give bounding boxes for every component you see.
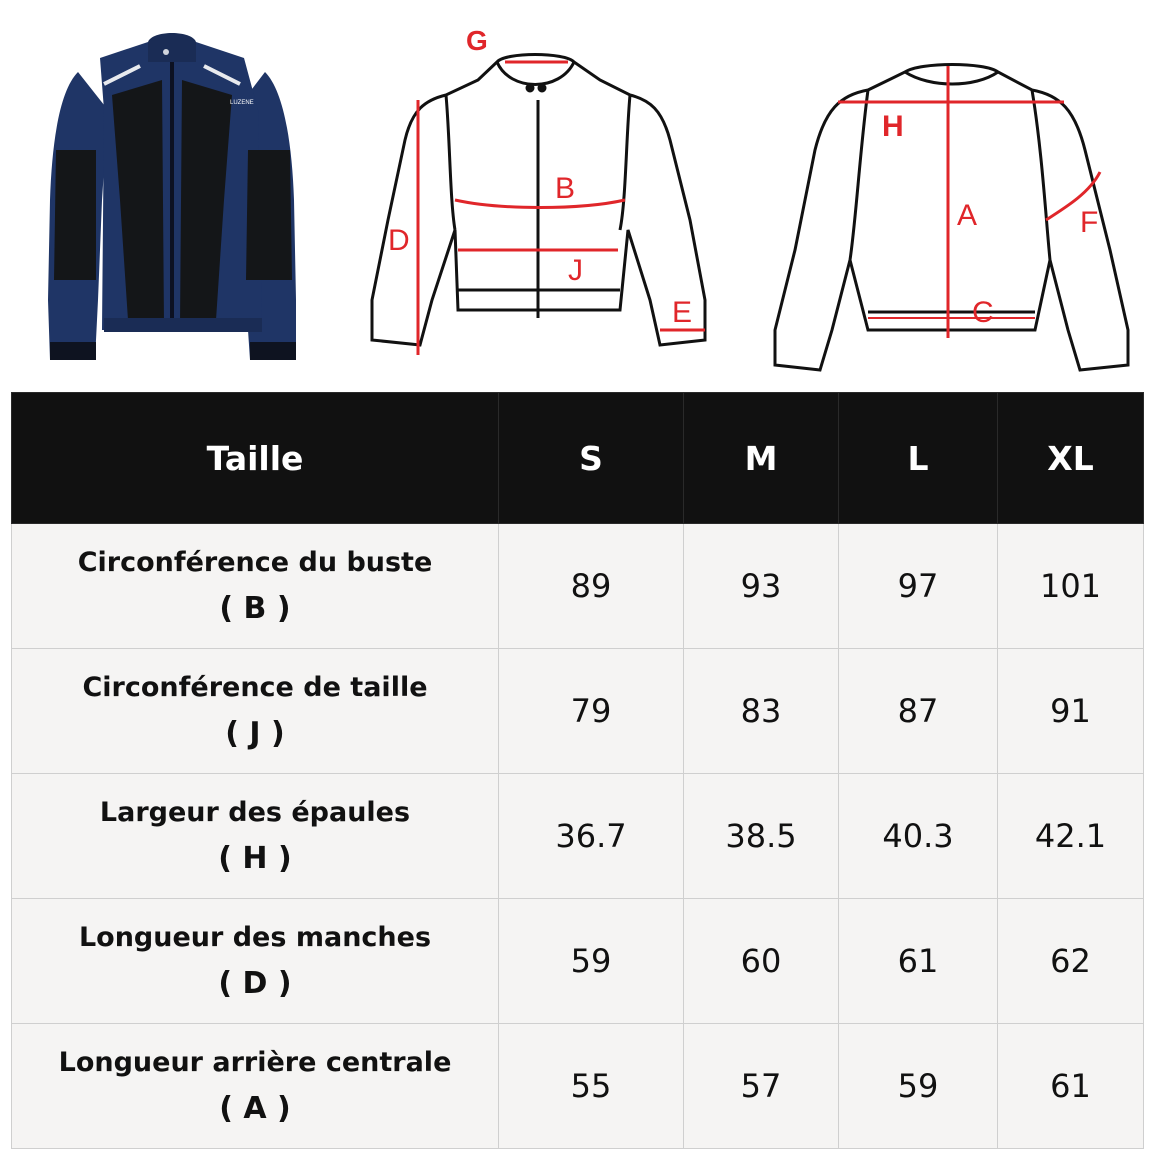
label-d: D [388,224,410,257]
table-cell: 40.3 [839,774,998,899]
front-diagram [372,55,705,346]
measure-name: Longueur arrière centrale [58,1047,452,1078]
measure-code: ( B ) [219,591,291,626]
label-e: E [672,296,693,329]
measure-name: Largeur des épaules [99,797,411,828]
label-c: C [972,296,994,329]
table-cell: 38.5 [684,774,839,899]
row-label [12,524,499,649]
table-cell: 36.7 [499,774,684,899]
back-collar-line [905,72,998,84]
label-g: G [466,25,488,56]
header-size-label: Taille [12,393,499,524]
right-cuff [250,342,296,360]
table-cell: 42.1 [998,774,1144,899]
table-cell: 60 [684,899,839,1024]
table-cell: 55 [499,1024,684,1149]
front-snap-right [539,85,545,91]
header-size-l: L [839,393,998,524]
row-label [12,649,499,774]
measure-code: ( A ) [219,1091,291,1126]
table-cell: 89 [499,524,684,649]
table-cell: 59 [839,1024,998,1149]
table-row [12,649,1144,774]
table-cell: 93 [684,524,839,649]
front-left-seam [446,95,455,230]
back-right-seam [1032,90,1050,260]
table-cell: 61 [839,899,998,1024]
label-b: B [555,172,576,205]
measure-code: ( H ) [218,841,292,876]
table-cell: 59 [499,899,684,1024]
front-right-seam [620,95,630,230]
measure-b-line [455,200,625,208]
label-a: A [957,199,978,232]
measure-name: Circonférence de taille [82,672,428,703]
table-row [12,774,1144,899]
row-label [12,899,499,1024]
front-snap-left [527,85,533,91]
zipper [170,62,174,330]
back-outline [775,65,1128,371]
table-cell: 57 [684,1024,839,1149]
measure-name: Longueur des manches [78,922,432,953]
back-diagram [775,65,1128,371]
label-h: H [882,110,904,143]
left-sleeve-mesh [54,150,96,280]
header-size-xl: XL [998,393,1144,524]
jacket-illustrations [0,0,1156,388]
table-cell: 61 [998,1024,1144,1149]
table-header-row [12,393,1144,524]
measure-code: ( D ) [218,966,292,1001]
left-cuff [50,342,96,360]
table-cell: 79 [499,649,684,774]
table-row [12,1024,1144,1149]
table-cell: 91 [998,649,1144,774]
table-cell: 97 [839,524,998,649]
table-cell: 101 [998,524,1144,649]
table-cell: 62 [998,899,1144,1024]
table-cell: 83 [684,649,839,774]
row-label [12,1024,499,1149]
jacket-logo: LUZENE [230,100,254,106]
illustrations [0,0,1156,388]
front-collar-line [497,62,574,85]
collar [148,33,196,62]
back-left-seam [850,90,868,260]
hem-band [104,318,262,332]
table-row [12,899,1144,1024]
collar-snap [163,49,169,55]
header-size-m: M [684,393,839,524]
jacket-photo [48,33,296,360]
table-cell: 87 [839,649,998,774]
label-f: F [1080,206,1099,239]
row-label [12,774,499,899]
size-chart-table [11,392,1144,1149]
table-row [12,524,1144,649]
right-sleeve-mesh [246,150,292,280]
label-j: J [568,254,583,287]
measure-name: Circonférence du buste [77,547,433,578]
header-size-s: S [499,393,684,524]
measure-code: ( J ) [225,716,285,751]
